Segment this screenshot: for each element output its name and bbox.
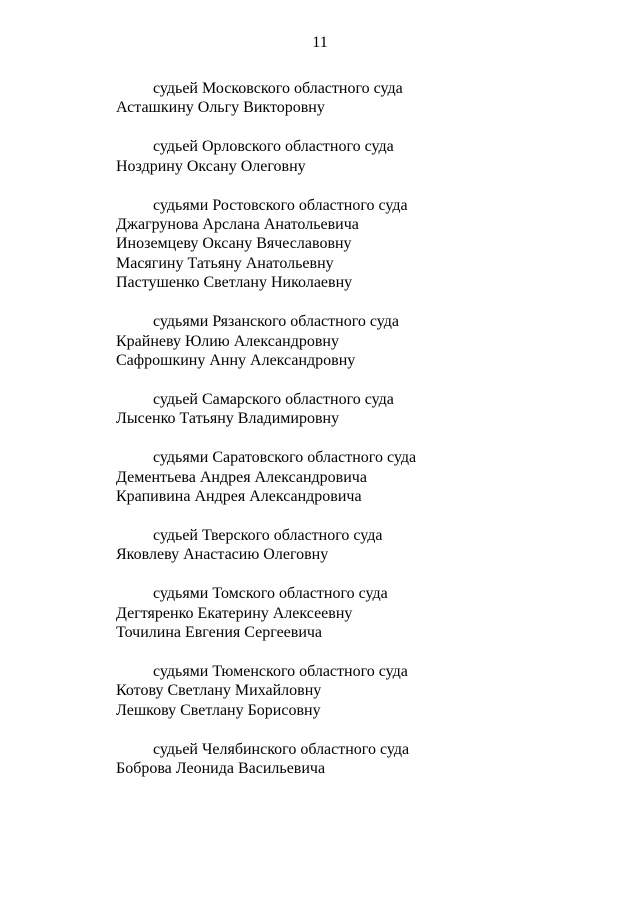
judge-name: Сафрошкину Анну Александровну [116,351,356,369]
judge-name: Яковлеву Анастасию Олеговну [116,546,329,564]
judge-name: Точилина Евгения Сергеевича [116,624,323,642]
judge-name: Асташкину Ольгу Викторовну [116,99,325,117]
judge-name: Крапивина Андрея Александровича [116,488,362,505]
court-title: судьей Самарского областного суда [153,390,394,408]
court-title: судьями Ростовского областного суда [153,196,408,214]
judge-name: Дементьева Андрея Александровича [116,468,367,486]
court-block-orel [116,137,616,176]
judge-name: Пастушенко Светлану Николаевну [116,274,353,292]
court-block-samara [116,390,616,429]
court-title: судьями Томского областного суда [153,585,388,603]
judge-name: Иноземцеву Оксану Вячеславовну [116,235,352,253]
court-title: судьями Рязанского областного суда [153,313,399,331]
court-title: судьями Саратовского областного суда [153,449,417,467]
judge-name: Котову Светлану Михайловну [116,682,322,700]
court-block-saratov [116,448,616,506]
judge-name: Дегтяренко Екатерину Алексеевну [116,604,353,622]
judge-name: Масягину Татьяну Анатольевну [116,254,334,272]
court-block-tomsk [116,584,616,642]
court-title: судьей Челябинского областного суда [153,740,410,758]
court-title: судьями Тюменского областного суда [153,662,408,680]
court-block-chelyabinsk [116,740,616,779]
judge-name: Ноздрину Оксану Олеговну [116,157,306,175]
judge-name: Лешкову Светлану Борисовну [116,701,321,719]
court-block-moscow [116,79,616,118]
court-block-tyumen [116,662,616,720]
judge-name: Лысенко Татьяну Владимировну [116,410,340,428]
page-number: 11 [312,34,328,51]
appointment-list [116,79,616,798]
court-title: судьей Тверского областного суда [153,526,383,544]
judge-name: Боброва Леонида Васильевича [116,760,326,778]
court-block-ryazan [116,312,616,370]
court-block-rostov [116,196,616,293]
judge-name: Крайневу Юлию Александровну [116,332,339,350]
judge-name: Джагрунова Арслана Анатольевича [116,216,359,234]
court-title: судьей Московского областного суда [153,80,403,97]
court-title: судьей Орловского областного суда [153,138,394,156]
court-block-tver [116,526,616,565]
